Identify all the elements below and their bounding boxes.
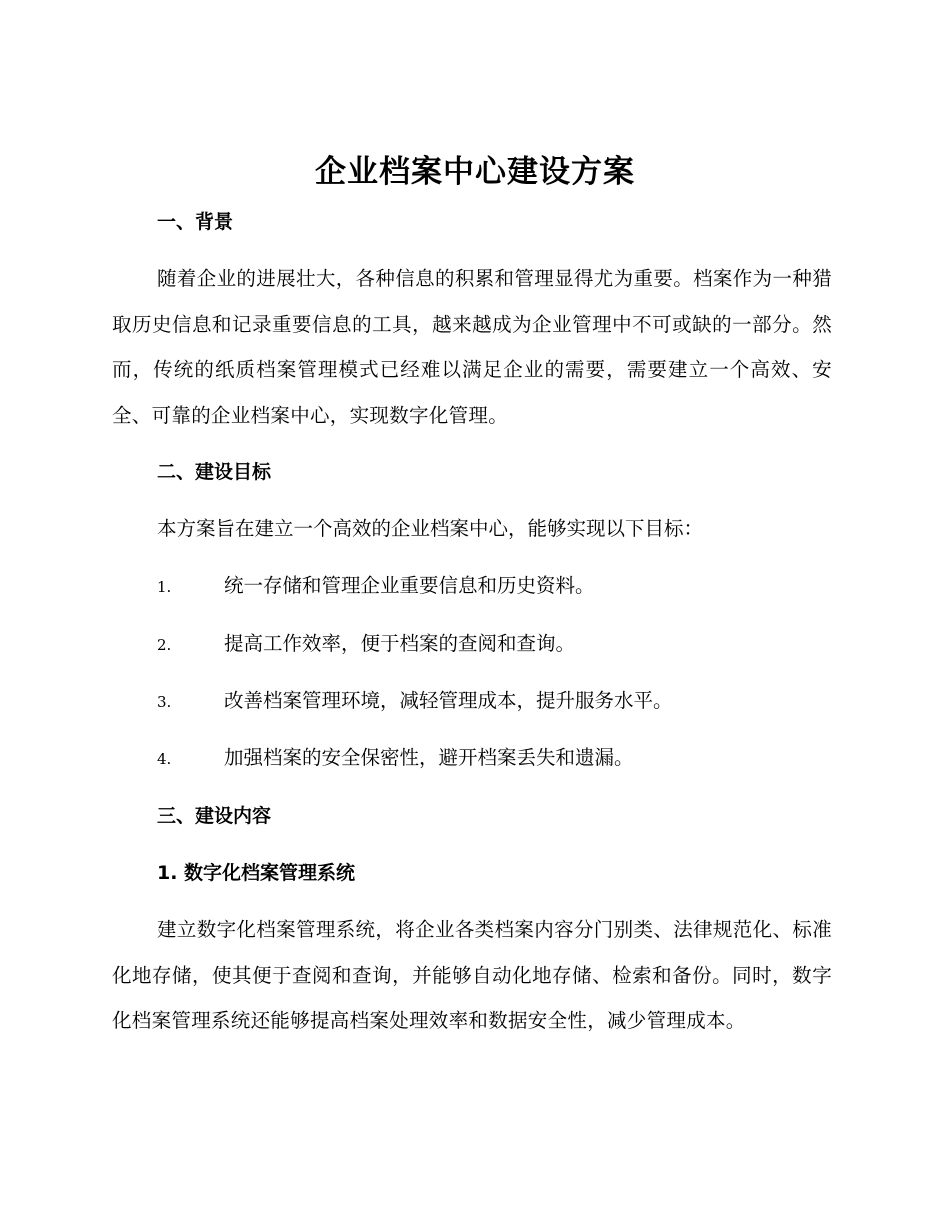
goal-list-item (0, 744, 950, 772)
section-heading-background: 一、背景 (157, 211, 234, 233)
section-heading-content: 三、建设内容 (157, 805, 272, 827)
list-text: 加强档案的安全保密性，避开档案丢失和遗漏。 (224, 746, 634, 769)
list-text: 提高工作效率，便于档案的查阅和查询。 (224, 632, 576, 655)
list-number: 2. (157, 636, 172, 654)
list-number: 1. (157, 578, 172, 596)
list-number: 3. (157, 693, 172, 711)
background-paragraph: 随着企业的进展壮大，各种信息的积累和管理显得尤为重要。档案作为一种猎取历史信息和记录重要信息的工具，越来越成为企业管理中不可或缺的一部分。然而，传统的纸质档案管理模式已经难以满足企业的需要，需要建立一个高效、安全、可靠的企业档案中心，实现数字化管理。 (112, 267, 832, 427)
section-heading-goals: 二、建设目标 (157, 461, 272, 483)
list-text: 统一存储和管理企业重要信息和历史资料。 (224, 574, 595, 597)
goal-list-item (0, 572, 950, 600)
list-text: 改善档案管理环境，减轻管理成本，提升服务水平。 (224, 689, 673, 712)
goal-list-item (0, 630, 950, 658)
content-paragraph: 建立数字化档案管理系统，将企业各类档案内容分门别类、法律规范化、标准化地存储，使其便于查阅和查询，并能够自动化地存储、检索和备份。同时，数字化档案管理系统还能够提高档案处理效率和数据安全性，减少管理成本。 (112, 918, 832, 1032)
goal-list-item (0, 687, 950, 715)
subsection-heading: 1. 数字化档案管理系统 (157, 862, 356, 884)
document-title: 企业档案中心建设方案 (315, 154, 635, 190)
goals-intro: 本方案旨在建立一个高效的企业档案中心，能够实现以下目标： (157, 517, 704, 540)
list-number: 4. (157, 750, 172, 768)
